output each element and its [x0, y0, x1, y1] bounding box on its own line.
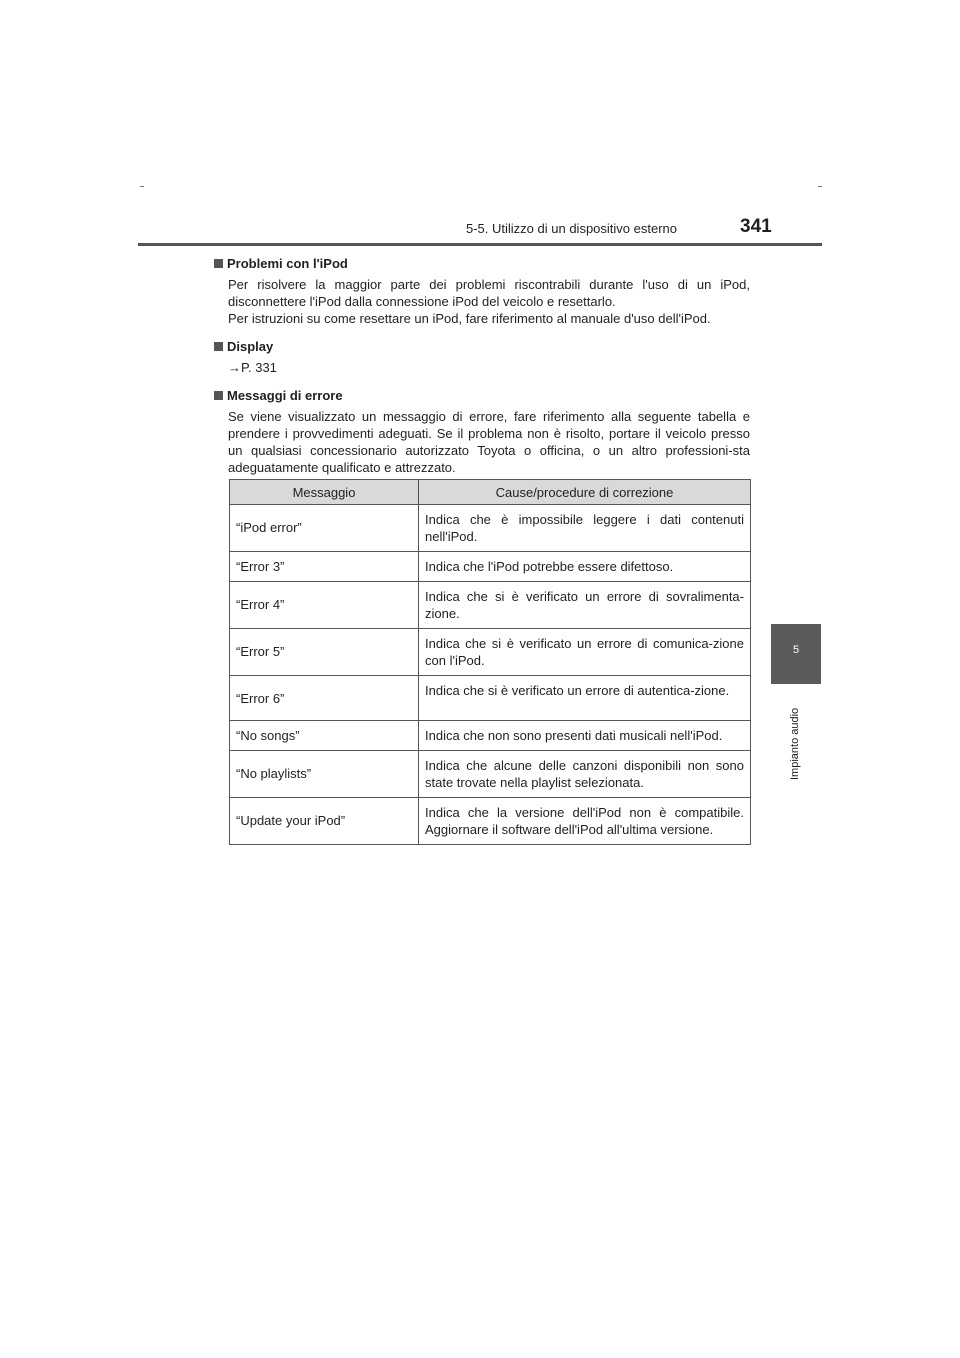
message-cell: “No songs” [230, 721, 419, 751]
cause-cell: Indica che l'iPod potrebbe essere difettoso. [419, 552, 751, 582]
section-heading-display [210, 338, 750, 355]
page-number: 341 [740, 216, 772, 237]
column-header-message: Messaggio [230, 480, 419, 505]
table-row [230, 505, 751, 552]
square-bullet-icon [214, 259, 223, 268]
section-body-ipod-problems [228, 276, 750, 327]
table-row [230, 582, 751, 629]
crop-mark-left [140, 186, 144, 187]
page-reference: →P. 331 [228, 360, 277, 375]
paragraph: Per risolvere la maggior parte dei problemi riscontrabili durante l'uso di un iPod, disconnettere l'iPod dalla connessione iPod del veicolo e resettarlo. [228, 277, 750, 309]
square-bullet-icon [214, 391, 223, 400]
chapter-label-text: Impianto audio [789, 707, 801, 780]
chapter-label [789, 690, 803, 780]
chapter-number: 5 [792, 644, 800, 656]
message-cell: “Update your iPod” [230, 798, 419, 845]
main-content [210, 255, 750, 476]
header-section-title: 5-5. Utilizzo di un dispositivo esterno [466, 221, 677, 236]
cause-cell: Indica che non sono presenti dati musicali nell'iPod. [419, 721, 751, 751]
error-messages-table [229, 479, 751, 845]
paragraph: Per istruzioni su come resettare un iPod, fare riferimento al manuale d'uso dell'iPod. [228, 311, 711, 326]
message-cell: “iPod error” [230, 505, 419, 552]
message-cell: “Error 6” [230, 676, 419, 721]
table-row [230, 676, 751, 721]
section-heading-error-messages [210, 387, 750, 404]
chapter-tab [771, 624, 821, 684]
section-title: Display [227, 339, 274, 354]
message-cell: “Error 4” [230, 582, 419, 629]
message-cell: “Error 5” [230, 629, 419, 676]
section-title: Problemi con l'iPod [227, 256, 348, 271]
table-row [230, 552, 751, 582]
column-header-cause: Cause/procedure di correzione [419, 480, 751, 505]
table-row [230, 721, 751, 751]
cause-cell: Indica che si è verificato un errore di autentica-zione. [419, 676, 751, 721]
header-rule [138, 243, 822, 246]
cause-cell: Indica che alcune delle canzoni disponibili non sono state trovate nella playlist selezionata. [419, 751, 751, 798]
message-cell: “Error 3” [230, 552, 419, 582]
cause-cell: Indica che si è verificato un errore di sovralimenta-zione. [419, 582, 751, 629]
section-body-error-messages [228, 408, 750, 476]
table-row [230, 629, 751, 676]
square-bullet-icon [214, 342, 223, 351]
cause-cell: Indica che si è verificato un errore di comunica-zione con l'iPod. [419, 629, 751, 676]
paragraph: Se viene visualizzato un messaggio di errore, fare riferimento alla seguente tabella e prendere i provvedimenti adeguati. Se il problema non è risolto, portare il veicolo presso un qualsiasi concessionario autorizzato Toyota o officina, o un altro professioni-sta adeguatamente qualificato e attrezzato. [228, 409, 750, 475]
cause-cell: Indica che è impossibile leggere i dati contenuti nell'iPod. [419, 505, 751, 552]
crop-mark-right [818, 186, 822, 187]
table-row [230, 751, 751, 798]
message-cell: “No playlists” [230, 751, 419, 798]
cause-cell: Indica che la versione dell'iPod non è compatibile. Aggiornare il software dell'iPod all'ultima versione. [419, 798, 751, 845]
table-row [230, 798, 751, 845]
section-title: Messaggi di errore [227, 388, 343, 403]
table-header-row [230, 480, 751, 505]
section-heading-ipod-problems [210, 255, 750, 272]
